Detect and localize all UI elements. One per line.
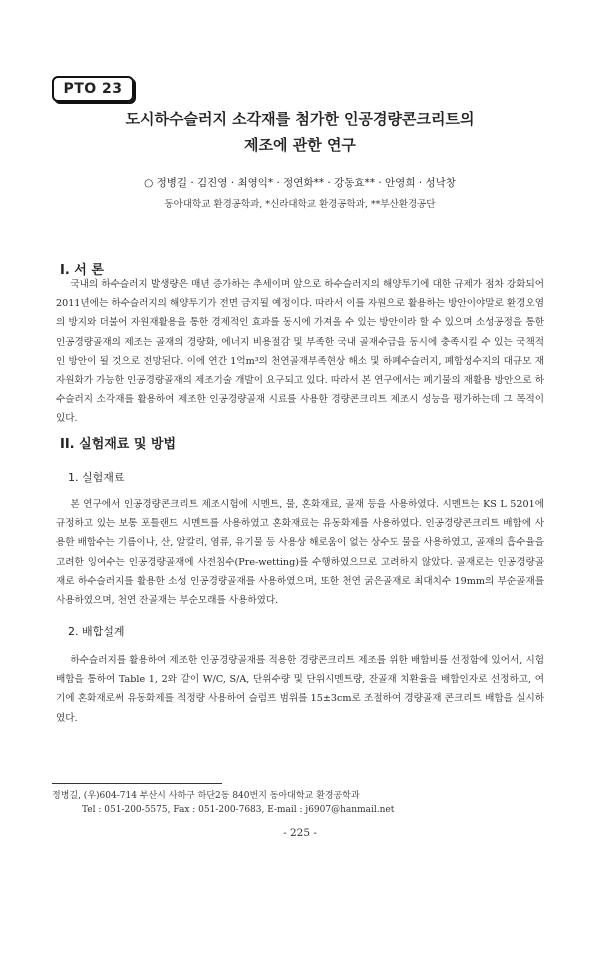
- footnote: [52, 789, 552, 817]
- session-tag: PTO 23: [52, 76, 134, 102]
- affiliations: 동아대학교 환경공학과, *신라대학교 환경공학과, **부산환경공단: [164, 199, 436, 210]
- intro-paragraph: [56, 275, 544, 429]
- footnote-address: 정병길, (우)604-714 부산시 사하구 하단2동 840번지 동아대학교 환경공학과: [52, 791, 360, 801]
- intro-heading: I. 서 론: [60, 263, 104, 278]
- materials-paragraph: [56, 495, 544, 610]
- subsection-mix-design-heading: 2. 배합설계: [68, 625, 125, 638]
- footnote-contact: Tel : 051-200-5575, Fax : 051-200-7683, E-mail : j6907@hanmail.net: [82, 805, 395, 815]
- methods-heading: II. 실험재료 및 방법: [60, 437, 177, 452]
- footnote-rule: [52, 783, 222, 784]
- materials-text: 본 연구에서 인공경량콘크리트 제조시험에 시멘트, 물, 혼화재료, 골재 등을 사용하였다. 시멘트는 KS L 5201에 규정하고 있는 보통 포틀랜드 시멘트를 사용하였고 혼화재료는 유동화제를 사용하였다. 인공경량콘크리트 배합에 사용한 배합수는 기름이나, 산, 알칼리, 염류, 유기물 등 사용상 해로움이 없는 상수도 물을 사용하였고, 골재의 흡수율을 고려한 잉여수는 인공경량골재에 사전침수(Pre-wetting)를 수행하였으므로 고려하지 않았다. 골재로는 인공경량골재로 하수슬러지를 활용한 소성 인공경량골재를 사용하였으며, 또한 천연 굵은골재로 최대치수 19mm의 부순골재를 사용하였으며, 천연 잔골재는 부순모래를 사용하였다.: [56, 499, 544, 607]
- paper-title-line2: 제조에 관한 연구: [244, 136, 356, 154]
- mix-design-paragraph: [56, 651, 544, 728]
- paper-title-line1: 도시하수슬러지 소각재를 첨가한 인공경량콘크리트의: [125, 110, 475, 128]
- intro-text: 국내의 하수슬러지 발생량은 매년 증가하는 추세이며 앞으로 하수슬러지의 해양투기에 대한 규제가 점차 강화되어 2011년에는 하수슬러지의 해양투기가 전면 금지될 예정이다. 따라서 이를 자원으로 활용하는 방안이야말로 환경오염의 방지와 더불어 자원재활용을 통한 경제적인 효과를 동시에 가져올 수 있는 방안이라 할 수 있으며 소성공정을 통한 인공경량골재의 제조는 골재의 경량화, 에너지 비용절감 및 부족한 국내 골재수급을 동시에 충족시킬 수 있는 국책적인 방안이 될 것으로 전망된다. 이에 연간 1억m³의 천연골재부족현상 해소 및 하폐수슬러지, 폐합성수지의 대규모 재자원화가 가능한 인공경량골재의 제조기술 개발이 요구되고 있다. 따라서 본 연구에서는 폐기물의 재활용 방안으로 하수슬러지 소각재를 활용하여 제조한 인공경량골재 시료를 사용한 경량콘크리트 제조시 성능을 평가하는데 그 목적이 있다.: [56, 279, 544, 425]
- subsection-materials-heading: 1. 실험재료: [68, 471, 125, 484]
- page-number: - 225 -: [283, 827, 317, 839]
- author-list: ○ 정병길 · 김진영 · 최영익* · 정연화** · 강동효** · 안영희 · 성낙창: [144, 177, 456, 189]
- mix-design-text: 하수슬러지를 활용하여 제조한 인공경량골재를 적용한 경량콘크리트 제조를 위한 배합비를 선정함에 있어서, 시험배합을 통하여 Table 1, 2와 같이 W/C, S/A, 단위수량 및 단위시멘트량, 잔골재 치환율을 배합인자로 선정하고, 여기에 혼화재로써 유동화제를 적정량 사용하여 슬럼프 범위를 15±3cm로 조절하여 경량골재 콘크리트 배합을 실시하였다.: [56, 655, 544, 724]
